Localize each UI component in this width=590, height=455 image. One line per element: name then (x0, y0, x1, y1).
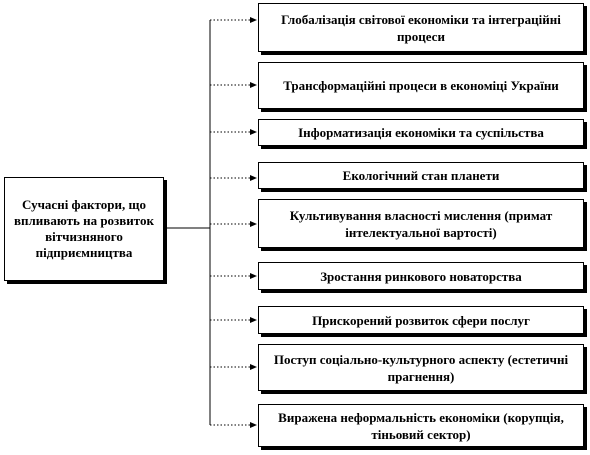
factor-box-globalization: Глобалізація світової економіки та інтеграційні процеси (258, 3, 584, 52)
factor-box-ecology: Екологічний стан планети (258, 162, 584, 189)
factor-box-informatization: Інформатизація економіки та суспільства (258, 119, 584, 146)
factor-box-informal-economy: Виражена неформальність економіки (корупція, тіньовий сектор) (258, 404, 584, 447)
factor-box-intellectual-property: Культивування власності мислення (примат інтелектуальної вартості) (258, 199, 584, 248)
factor-box-sociocultural: Поступ соціально-культурного аспекту (естетичні прагнення) (258, 344, 584, 391)
factor-box-services: Прискорений розвиток сфери послуг (258, 306, 584, 334)
factor-box-market-innovation: Зростання ринкового новаторства (258, 262, 584, 290)
root-box: Сучасні фактори, що впливають на розвиток вітчизняного підприємництва (4, 177, 164, 281)
factor-box-transformation: Трансформаційні процеси в економіці України (258, 62, 584, 109)
